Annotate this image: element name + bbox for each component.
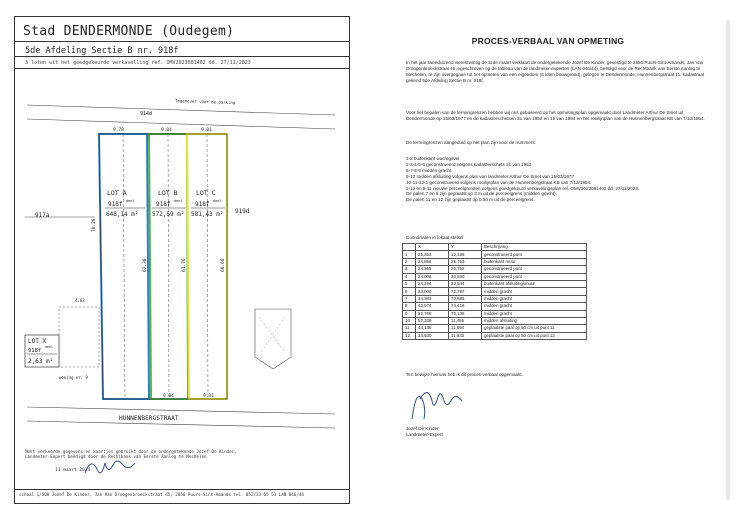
lot-x-name: LOT X <box>28 338 47 345</box>
table-cell: 3 <box>403 266 416 273</box>
lot-a-axis <box>123 134 125 399</box>
signatory <box>406 426 443 438</box>
boundary-item: 10-11-12-1 geconstrueerd volgens rooilijnplan van de Hunnenbergstraat KB van 7/12/1954. <box>406 179 592 185</box>
dim-mid-a: 62.30 <box>143 258 148 272</box>
top-road-line <box>27 105 335 115</box>
lot-b-axis <box>168 134 169 399</box>
lot-b-area: 572,59 m² <box>152 211 185 218</box>
boundary-item: De palen 7 en 8 zijn geplaatst op 3 m uit de perceelgrens (midden gracht). <box>406 191 557 197</box>
table-cell: 53,338 <box>416 317 449 324</box>
table-row <box>403 317 587 324</box>
table-cell: 24,856 <box>416 258 449 265</box>
table-cell: 52,768 <box>416 310 449 317</box>
dim-mid-c: 60.68 <box>221 258 226 272</box>
lot-b-deel: deel <box>174 199 183 203</box>
table-cell: 33,544 <box>449 280 482 287</box>
lot-b-parcel: 918f <box>156 201 171 208</box>
table-cell: 74,416 <box>449 303 482 310</box>
report-paragraph-1: In het jaar tweeduizend vierentwintig de 11de maart verklaart de ondergetekende Jozef De Kinder, gevestigd te 2850 Puurs-Sint-Amands, Jan Van Droogenbroeckstraat 45 ingeschreven op de tableau van de landmeter-experten (LAN 046/44), beëdigd voor de Rechtbank van Eerste Aanleg te Mechelen, te zijn overgegaan tot het opmeten van een eigendom (3 loten bouwgrond), gelegen te Dendermonde, Hunnenbergstraat 11, kadastraal gekend 5de Afdeling Sectie B nr. 918f. <box>406 60 704 83</box>
signatory-name: Jozef De Kinder <box>406 426 439 431</box>
top-boundary-line <box>27 119 335 129</box>
dim-mid-b: 61.76 <box>182 258 187 272</box>
col-header: Beschrijving <box>482 244 587 251</box>
coord-title: Coördinaten in lokaal stelsel <box>406 235 464 240</box>
street-line-top <box>27 407 335 414</box>
plan-subtitle: 5de Afdeling Sectie B nr. 918f <box>25 46 179 56</box>
parcel-left-label: 917a <box>35 212 50 219</box>
col-header: Y <box>449 244 482 251</box>
table-cell: 44,136 <box>416 325 449 332</box>
table-cell: midden afsluiting <box>482 317 587 324</box>
lot-a-name: LOT A <box>107 189 127 197</box>
coordinates-table <box>402 243 587 340</box>
table-row <box>403 325 587 332</box>
table-cell: 7 <box>403 295 416 302</box>
table-cell: 72,787 <box>449 288 482 295</box>
plan-footer-bar: schaal 1/500 Jozef De Kinder, Jan Van Droogenbroeckstraat 45, 2850 Puurs-Sint-Amands tel. 052/33 65 53 LAN 046/44 <box>19 492 304 497</box>
signature-stroke <box>412 392 462 419</box>
lot-a-deel: deel <box>126 199 135 203</box>
boundary-item: 2-3-4-5-6 geconstrueerd volgens kadasterschets 31 van 1952 <box>406 161 532 167</box>
table-cell: 4 <box>403 273 416 280</box>
lot-c-parcel: 918f <box>195 201 210 208</box>
coordinates-body <box>403 251 587 340</box>
misc-label-2: 4.63 <box>75 298 85 303</box>
col-header <box>403 244 416 251</box>
boundary-item: 6-7-8-9 midden gracht <box>406 167 452 173</box>
lot-a-area: 648,14 m² <box>106 211 139 218</box>
table-cell: buitenkant afsluitingsmuur <box>482 280 587 287</box>
lot-c-area: 581,43 m² <box>191 211 224 218</box>
report-signature <box>406 379 476 425</box>
table-cell: geconstrueerd punt <box>482 251 587 258</box>
right-building-hatch-2 <box>261 317 285 352</box>
parcel-top-label: 914d <box>140 111 153 117</box>
boundary-item: 1-2 buitenkant wachtgevel <box>406 156 460 161</box>
plan-footer-date: 11 maart 2024 <box>55 468 91 473</box>
table-cell: 10 <box>403 317 416 324</box>
table-row <box>403 310 587 317</box>
table-cell: 2 <box>403 258 416 265</box>
table-cell: 24,008 <box>416 273 449 280</box>
col-header: X <box>416 244 449 251</box>
table-row <box>403 273 587 280</box>
table-row <box>403 266 587 273</box>
footer-divider <box>15 489 349 490</box>
table-cell: 24,365 <box>416 266 449 273</box>
dim-top-a: 9.78 <box>113 128 124 133</box>
table-cell: 11 <box>403 325 416 332</box>
table-cell: 9 <box>403 310 416 317</box>
lot-x-parcel: 918f <box>28 348 42 354</box>
table-cell: 25,753 <box>449 258 482 265</box>
table-cell: 23,000 <box>416 288 449 295</box>
table-cell: 11,455 <box>449 317 482 324</box>
boundary-item: De palen 11 en 12 zijn geplaatst op 0.50 m uit de perceelgrens. <box>406 197 535 203</box>
dim-bottom-c: 9.31 <box>203 394 214 399</box>
lot-x-area: 2,63 m² <box>28 358 54 365</box>
table-row <box>403 288 587 295</box>
misc-label: woning nr. 9 <box>59 375 88 380</box>
table-cell: 5 <box>403 280 416 287</box>
survey-plan <box>14 16 350 504</box>
table-row <box>403 280 587 287</box>
dim-top-c: 9.01 <box>201 128 212 133</box>
table-row <box>403 303 587 310</box>
table-cell: 34,930 <box>416 332 449 339</box>
table-cell: midden gracht <box>482 295 587 302</box>
table-cell: 25,762 <box>449 266 482 273</box>
table-cell: 43,574 <box>416 303 449 310</box>
lot-a-parcel: 918f <box>108 201 123 208</box>
boundary-list <box>406 156 712 203</box>
table-cell: buitenkant muur <box>482 258 587 265</box>
plan-footer-note: Meet verkeerde gegevens en kaartjes gebruikt door de ondergetekende Jozef De Kinder, Landmeter-Expert beëdigd door de Rechtbank van Eerste Aanleg te Mechelen. <box>25 449 237 460</box>
table-cell: midden gracht <box>482 303 587 310</box>
table-cell: 73,685 <box>449 295 482 302</box>
lot-c-deel: deel <box>213 199 222 203</box>
table-row <box>403 332 587 339</box>
table-cell: midden gracht <box>482 288 587 295</box>
right-building <box>255 309 291 369</box>
table-row <box>403 295 587 302</box>
report-title: PROCES-VERBAAL VAN OPMETING <box>471 36 625 46</box>
table-cell: 33,530 <box>449 273 482 280</box>
table-cell: geconstrueerd punt <box>482 273 587 280</box>
table-cell: 8 <box>403 303 416 310</box>
right-building-hatch <box>259 317 285 352</box>
dim-bottom-b: 9.04 <box>163 394 174 399</box>
table-cell: 24,194 <box>416 280 449 287</box>
plan-signature <box>85 461 135 473</box>
table-cell: 25,353 <box>416 251 449 258</box>
page-edge <box>726 20 730 500</box>
top-road-label: Tegenover voor de parking <box>174 98 236 106</box>
report-page <box>370 16 726 504</box>
table-cell: 75,135 <box>449 310 482 317</box>
table-header-row <box>403 244 587 251</box>
table-cell: 1 <box>403 251 416 258</box>
table-row <box>403 251 587 258</box>
report-paragraph-3: De terreingrenzen aangeduid op het plan zijn voor de nummers: <box>406 140 536 145</box>
table-cell: 12,186 <box>449 251 482 258</box>
parcel-right-label: 919d <box>235 208 250 215</box>
plan-subtitle-ref: 3 loten uit het goedgekeurde verkavelling ref. OMV2023081402 dd. 27/11/2023 <box>25 60 251 66</box>
report-paragraph-2: Voor het bepalen van de terreingrenzen hebben wij ons gebaseerd op het opmetingsplan opgemaakt door Landmeter Arthur De Smet uit Dendermonde op 15/03/1977 en de kadasterschetsen 31 van 1952 en 15 van 1994 en het rooilijnplan van de Hunnenbergstraat KB van 7/12/1954. <box>406 110 705 121</box>
lot-c-name: LOT C <box>196 189 216 197</box>
lot-x-deel: deel <box>45 345 53 349</box>
plan-drawing <box>15 17 351 505</box>
table-cell: 34,383 <box>416 295 449 302</box>
table-cell: 11,933 <box>449 332 482 339</box>
table-cell: midden gracht <box>482 310 587 317</box>
neighbour-building <box>59 307 99 367</box>
street-name: HUNNENBERGSTRAAT <box>119 415 179 422</box>
dim-side-a: 70.28 <box>92 218 97 232</box>
table-cell: geplaatste paal op 50 cm uit punt 11 <box>482 325 587 332</box>
dim-top-b: 9.04 <box>161 128 172 133</box>
table-cell: 12 <box>403 332 416 339</box>
plan-title: Stad DENDERMONDE (Oudegem) <box>23 24 235 39</box>
street-line-bottom <box>27 421 335 428</box>
closing-statement: Ten bewijze hiervan heb ik dit proces-verbaal opgemaakt. <box>406 372 523 377</box>
table-cell: 6 <box>403 288 416 295</box>
table-cell: 11,694 <box>449 325 482 332</box>
table-cell: geconstrueerd punt <box>482 266 587 273</box>
lot-c-axis <box>207 134 208 399</box>
table-row <box>403 258 587 265</box>
boundary-item: 2-12 en 8-11 nieuwe perceelgrenzen volgens goedgekeurd verkavelingsplan ref. OMV2023081402 dd. 27/11/2023. <box>406 185 640 191</box>
signatory-role: Landmeter-Expert <box>406 432 443 437</box>
lot-b-name: LOT B <box>158 189 178 197</box>
boundary-item: 9-10 midden afsluiting volgens plan van landmeter Arthur De Smet van 15/03/1977 <box>406 173 575 179</box>
table-cell: geplaatste paal op 50 cm uit punt 12 <box>482 332 587 339</box>
